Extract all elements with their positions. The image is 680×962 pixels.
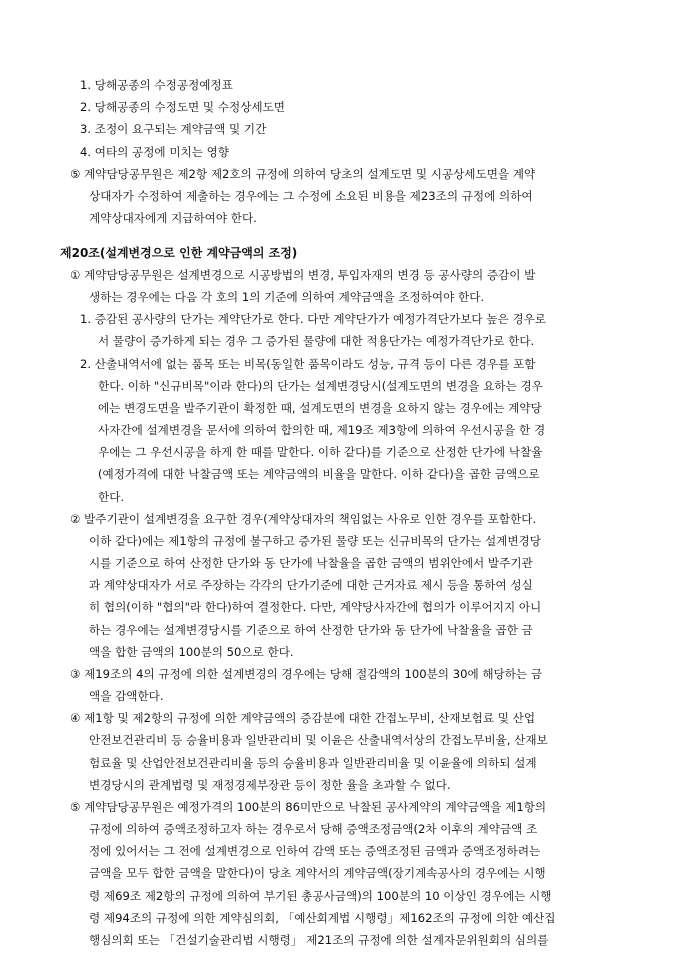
list-item: 4. 여타의 공정에 미치는 영향	[80, 144, 229, 159]
paragraph-5b-line: 령 제69조 제2항의 규정에 의하여 부기된 총공사금액)의 100분의 10 이상인 경우에는 시행	[89, 888, 552, 903]
item-2-line: 한다. 이하 "신규비목"이라 한다)의 단가는 설계변경당시(설계도면의 변경을 요하는 경우	[98, 378, 543, 393]
paragraph-4-line: 안전보건관리비 등 승율비용과 일반관리비 및 이윤은 산출내역서상의 간접노무비율, 산재보	[89, 733, 548, 748]
item-2-line: 에는 변경도면을 발주기관이 확정한 때, 설계도면의 변경을 요하지 않는 경우에는 계약당	[98, 400, 542, 415]
paragraph-5-line: ⑤ 계약담당공무원은 제2항 제2호의 규정에 의하여 당초의 설계도면 및 시공상세도면을 계약	[70, 166, 536, 181]
item-2-line: (예정가격에 대한 낙찰금액 또는 계약금액의 비율을 말한다. 이하 같다)을 곱한 금액으로	[98, 467, 540, 482]
paragraph-2-line: 액을 합한 금액의 100분의 50으로 한다.	[89, 644, 294, 659]
paragraph-5b-line: 행심의회 또는 「건설기술관리법 시행령」 제21조의 규정에 의한 설계자문위원회의 심의를	[89, 933, 549, 947]
paragraph-2-line: 이하 같다)에는 제1항의 규정에 불구하고 증가된 물량 또는 신규비목의 단가는 설계변경당	[89, 533, 541, 548]
item-1-line: 서 물량이 증가하게 되는 경우 그 증가된 물량에 대한 적용단가는 예정가격단가로 한다.	[98, 334, 535, 349]
paragraph-5b-line: 규정에 의하여 증액조정하고자 하는 경우로서 당해 증액조정금액(2차 이후의 계약금액 조	[89, 822, 538, 837]
list-item: 3. 조정이 요구되는 계약금액 및 기간	[80, 122, 267, 137]
paragraph-2-line: 하는 경우에는 설계변경당시를 기준으로 하여 산정한 단가와 동 단가에 낙찰율을 곱한 금	[89, 622, 533, 637]
paragraph-5b-line: 금액을 모두 합한 금액을 말한다)이 당초 계약서의 계약금액(장기계속공사의 경우에는 시행	[89, 866, 546, 881]
paragraph-1-line: ① 계약담당공무원은 설계변경으로 시공방법의 변경, 투입자재의 변경 등 공사량의 증감이 발	[70, 267, 536, 282]
paragraph-4-line: 변경당시의 관계법령 및 재정경제부장관 등이 정한 율을 초과할 수 없다.	[89, 777, 451, 792]
paragraph-5-line: 계약상대자에게 지급하여야 한다.	[89, 211, 257, 226]
paragraph-3-line: 액을 감액한다.	[89, 689, 164, 704]
item-1-line: 1. 증감된 공사량의 단가는 계약단가로 한다. 다만 계약단가가 예정가격단가보다 높은 경우로	[80, 312, 546, 327]
paragraph-3-line: ③ 제19조의 4의 규정에 의한 설계변경의 경우에는 당해 절감액의 100분의 30에 해당하는 금	[70, 666, 543, 681]
paragraph-2-line: 과 계약상대자가 서로 주장하는 각각의 단가기준에 대한 근거자료 제시 등을 통하여 성실	[89, 578, 533, 593]
paragraph-5b-line: 령 제94조의 규정에 의한 계약심의회, 「예산회계법 시행령」제162조의 규정에 의한 예산집	[89, 910, 556, 925]
list-item: 2. 당해공종의 수정도면 및 수정상세도면	[80, 100, 285, 115]
item-2-line: 한다.	[98, 489, 125, 504]
item-2-line: 우에는 그 우선시공을 하게 한 때를 말한다. 이하 같다)를 기준으로 산정한 단가에 낙찰율	[98, 445, 543, 460]
paragraph-2-line: ② 발주기관이 설계변경을 요구한 경우(계약상대자의 책임없는 사유로 인한 경우를 포함한다.	[70, 511, 537, 526]
paragraph-2-line: 히 협의(이하 "협의"라 한다)하여 결정한다. 다만, 계약당사자간에 협의가 이루어지지 아니	[89, 600, 542, 615]
article-title: 제20조(설계변경으로 인한 계약금액의 조정)	[60, 245, 298, 260]
paragraph-5-line: 상대자가 수정하여 제출하는 경우에는 그 수정에 소요된 비용을 제23조의 규정에 의하여	[89, 188, 533, 203]
paragraph-5b-line: ⑤ 계약담당공무원은 예정가격의 100분의 86미만으로 낙찰된 공사계약의 계약금액을 제1항의	[70, 799, 547, 814]
paragraph-2-line: 시를 기준으로 하여 산정한 단가와 동 단가에 낙찰율을 곱한 금액의 범위안에서 발주기관	[89, 556, 533, 571]
list-item: 1. 당해공종의 수정공정예정표	[80, 78, 233, 92]
item-2-line: 사자간에 설계변경을 문서에 의하여 합의한 때, 제19조 제3항에 의하여 우선시공을 한 경	[98, 423, 546, 438]
paragraph-1-line: 생하는 경우에는 다음 각 호의 1의 기준에 의하여 계약금액을 조정하여야 한다.	[89, 290, 485, 305]
paragraph-5b-line: 정에 있어서는 그 전에 설계변경으로 인하여 감액 또는 증액조정된 금액과 증액조정하려는	[89, 844, 541, 859]
paragraph-4-line: ④ 제1항 및 제2항의 규정에 의한 계약금액의 증감분에 대한 간접노무비, 산재보험료 및 산업	[70, 711, 536, 726]
paragraph-4-line: 험료율 및 산업안전보건관리비율 등의 승율비용과 일반관리비율 및 이윤율에 의하되 설계	[89, 755, 537, 770]
item-2-line: 2. 산출내역서에 없는 품목 또는 비목(동일한 품목이라도 성능, 규격 등이 다른 경우를 포함	[80, 356, 536, 371]
